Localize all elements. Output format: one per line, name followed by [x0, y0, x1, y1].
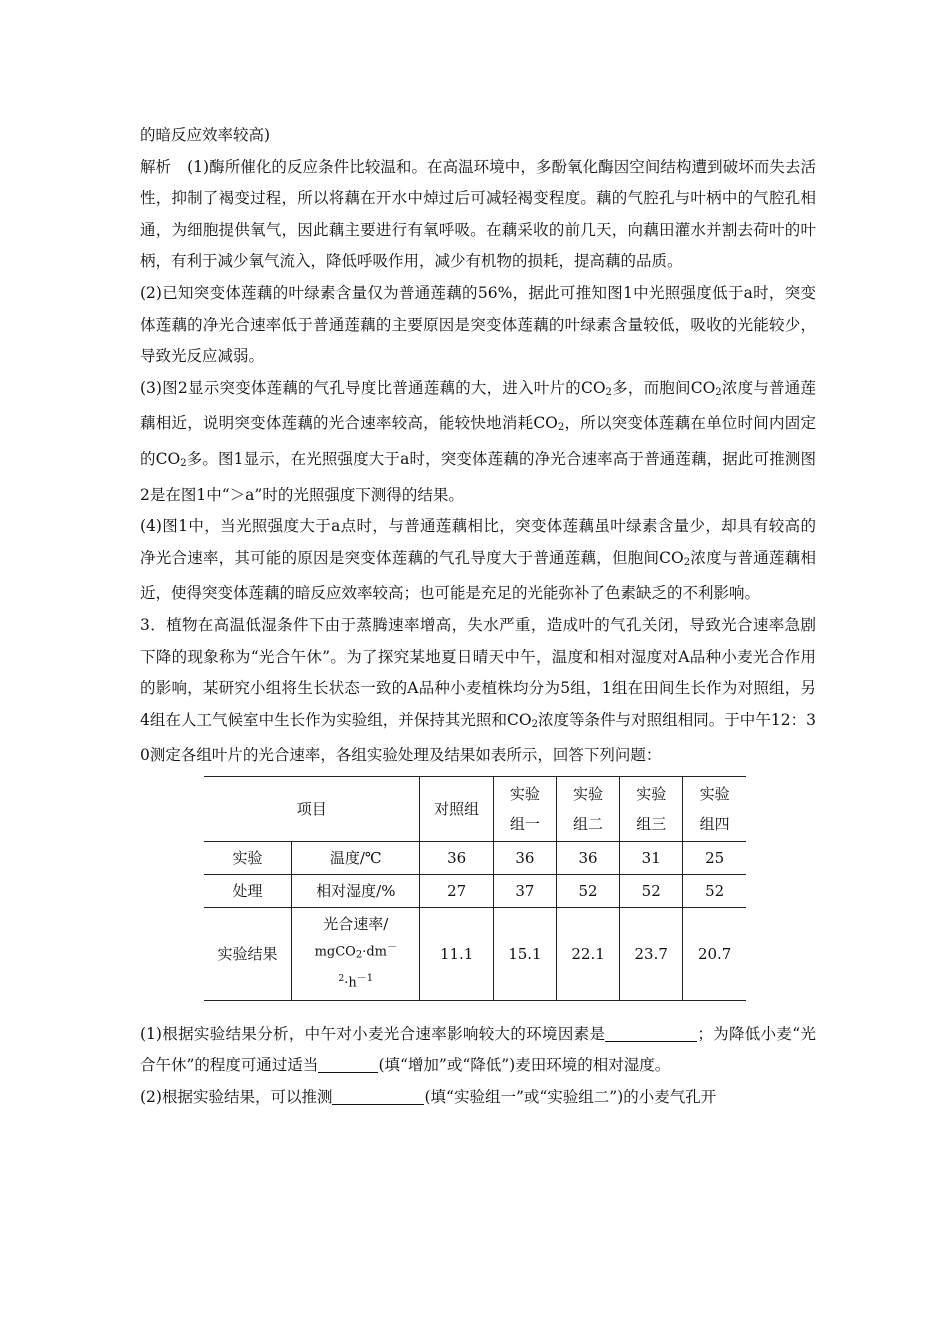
- table-cell: 25: [683, 841, 746, 874]
- text: ；为降低小麦“光合午休”的程度可通过适当: [140, 1024, 816, 1075]
- text: ·dm: [362, 944, 387, 960]
- subscript: 2: [683, 556, 691, 568]
- text: (4)图1中，当光照强度大于a点时，与普通莲藕相比，突变体莲藕虽叶绿素含量少，却具有较高的净光合速率，其可能的原因是突变体莲藕的气孔导度大于普通莲藕，但胞间CO: [140, 517, 816, 567]
- header-control: 对照组: [420, 776, 493, 841]
- text: 3．植物在高温低湿条件下由于蒸腾速率增高，失水严重，造成叶的气孔关闭，导致光合速率急剧下降的现象称为“光合午休”。为了探究某地夏日晴天中午，温度和相对湿度对A品种小麦光合作用的影响，某研究小组将生长状态一致的A品种小麦植株均分为5组，1组在田间生长作为对照组，另4组在人工气候室中生长作为实验组，并保持其光照和CO: [140, 615, 816, 729]
- rate-label: [292, 907, 420, 1000]
- header-line: 组四: [699, 814, 730, 833]
- subscript: 2: [531, 718, 538, 730]
- text: 浓度等条件与对照组相同。于中午12：30测定各组叶片的光合速率，各组实验处理及结果如表所示，回答下列问题：: [140, 710, 816, 765]
- text: (1)酶所催化的反应条件比较温和。在高温环境中，多酚氧化酶因空间结构遭到破坏而失去活性，抑制了褐变过程，所以将藕在开水中焯过后可减轻褐变程度。藕的气腔孔与叶柄中的气腔孔相通，为细胞提供氧气，因此藕主要进行有氧呼吸。在藕采收的前几天，向藕田灌水并割去荷叶的叶柄，有利于减少氧气流入，降低呼吸作用，减少有机物的损耗，提高藕的品质。: [140, 157, 816, 271]
- spacer: [140, 1001, 816, 1019]
- text: (2)已知突变体莲藕的叶绿素含量仅为普通莲藕的56%，据此可推知图1中光照强度低于a时，突变体莲藕的净光合速率低于普通莲藕的主要原因是突变体莲藕的叶绿素含量较低，吸收的光能较少，导致光反应减弱。: [140, 283, 816, 366]
- table-cell: 23.7: [620, 907, 683, 1000]
- table-row-humidity: [204, 874, 746, 907]
- answer-blank[interactable]: [318, 1054, 378, 1073]
- header-line: 实验: [699, 784, 730, 803]
- rate-label-line: 光合速率/: [323, 915, 389, 934]
- table-cell: 52: [556, 874, 619, 907]
- text: ·h: [344, 975, 357, 991]
- header-group-4: [683, 776, 746, 841]
- table-cell: 36: [493, 841, 556, 874]
- subscript: 2: [180, 457, 187, 469]
- text: (2)根据实验结果，可以推测: [140, 1088, 333, 1107]
- header-line: 组二: [573, 814, 604, 833]
- table-cell: 36: [420, 841, 493, 874]
- answer-blank[interactable]: [332, 1086, 424, 1105]
- analysis-paragraph-4: [140, 511, 816, 610]
- header-line: 实验: [573, 784, 604, 803]
- header-line: 实验: [509, 784, 540, 803]
- question-3-part-1: [140, 1019, 816, 1082]
- rate-label-line: [296, 967, 415, 995]
- treatment-label-1: 实验: [204, 841, 292, 874]
- text: (填“实验组一”或“实验组二”)的小麦气孔开: [424, 1088, 717, 1107]
- analysis-paragraph-3: [140, 373, 816, 511]
- humidity-label: 相对湿度/%: [292, 874, 420, 907]
- text: mgCO: [314, 944, 356, 960]
- table-cell: 52: [620, 874, 683, 907]
- table-cell: 27: [420, 874, 493, 907]
- analysis-paragraph-1: [140, 152, 816, 278]
- text: 浓度与普通莲藕相近，说明突变体莲藕的光合速率较高，能较快地消耗CO: [140, 378, 816, 433]
- table-header-row: [204, 776, 746, 841]
- table-row-temperature: [204, 841, 746, 874]
- treatment-label-2: 处理: [204, 874, 292, 907]
- analysis-paragraph-2: [140, 278, 816, 373]
- result-label: 实验结果: [204, 907, 292, 1000]
- superscript: －1: [356, 973, 374, 985]
- answer-blank[interactable]: [605, 1023, 697, 1042]
- header-group-1: [493, 776, 556, 841]
- subscript: 2: [355, 949, 363, 961]
- text: (填“增加”或“降低”)麦田环境的相对湿度。: [378, 1056, 671, 1075]
- text: 浓度与普通莲藕相近，使得突变体莲藕的暗反应效率较高；也可能是充足的光能弥补了色素缺乏的不利影响。: [140, 548, 816, 603]
- header-group-2: [556, 776, 619, 841]
- superscript: 2: [338, 974, 345, 985]
- table-cell: 31: [620, 841, 683, 874]
- text: 多，而胞间CO: [611, 378, 716, 397]
- text: (3)图2显示突变体莲藕的气孔导度比普通莲藕的大，进入叶片的CO: [140, 378, 606, 397]
- text: (1)根据实验结果分析，中午对小麦光合速率影响较大的环境因素是: [140, 1024, 606, 1043]
- superscript: －: [387, 942, 397, 954]
- text: 的暗反应效率较高): [140, 126, 271, 144]
- header-group-3: [620, 776, 683, 841]
- header-line: 实验: [636, 784, 667, 803]
- subscript: 2: [605, 386, 612, 398]
- question-3-part-2: [140, 1082, 816, 1114]
- subscript: 2: [715, 386, 722, 398]
- document-content: [140, 120, 816, 1114]
- results-table-wrapper: [204, 776, 746, 1001]
- question-3-stem: [140, 610, 816, 772]
- header-line: 组三: [636, 814, 667, 833]
- paragraph-continuation: [140, 120, 816, 152]
- text: 多。图1显示，在光照强度大于a时，突变体莲藕的净光合速率高于普通莲藕，据此可推测图2是在图1中“＞a”时的光照强度下测得的结果。: [140, 449, 816, 504]
- header-line: 组一: [509, 814, 540, 833]
- table-row-result: [204, 907, 746, 1000]
- table-cell: 11.1: [420, 907, 493, 1000]
- table-cell: 36: [556, 841, 619, 874]
- results-table: [204, 776, 746, 1001]
- header-item: 项目: [204, 776, 420, 841]
- table-cell: 22.1: [556, 907, 619, 1000]
- subscript: 2: [557, 422, 565, 434]
- text: ，所以突变体莲藕在单位时间内固定的CO: [140, 414, 816, 468]
- table-cell: 37: [493, 874, 556, 907]
- temperature-label: 温度/℃: [292, 841, 420, 874]
- table-cell: 52: [683, 874, 746, 907]
- table-cell: 15.1: [493, 907, 556, 1000]
- analysis-label: 解析: [140, 157, 172, 176]
- rate-label-line: [296, 936, 415, 967]
- table-cell: 20.7: [683, 907, 746, 1000]
